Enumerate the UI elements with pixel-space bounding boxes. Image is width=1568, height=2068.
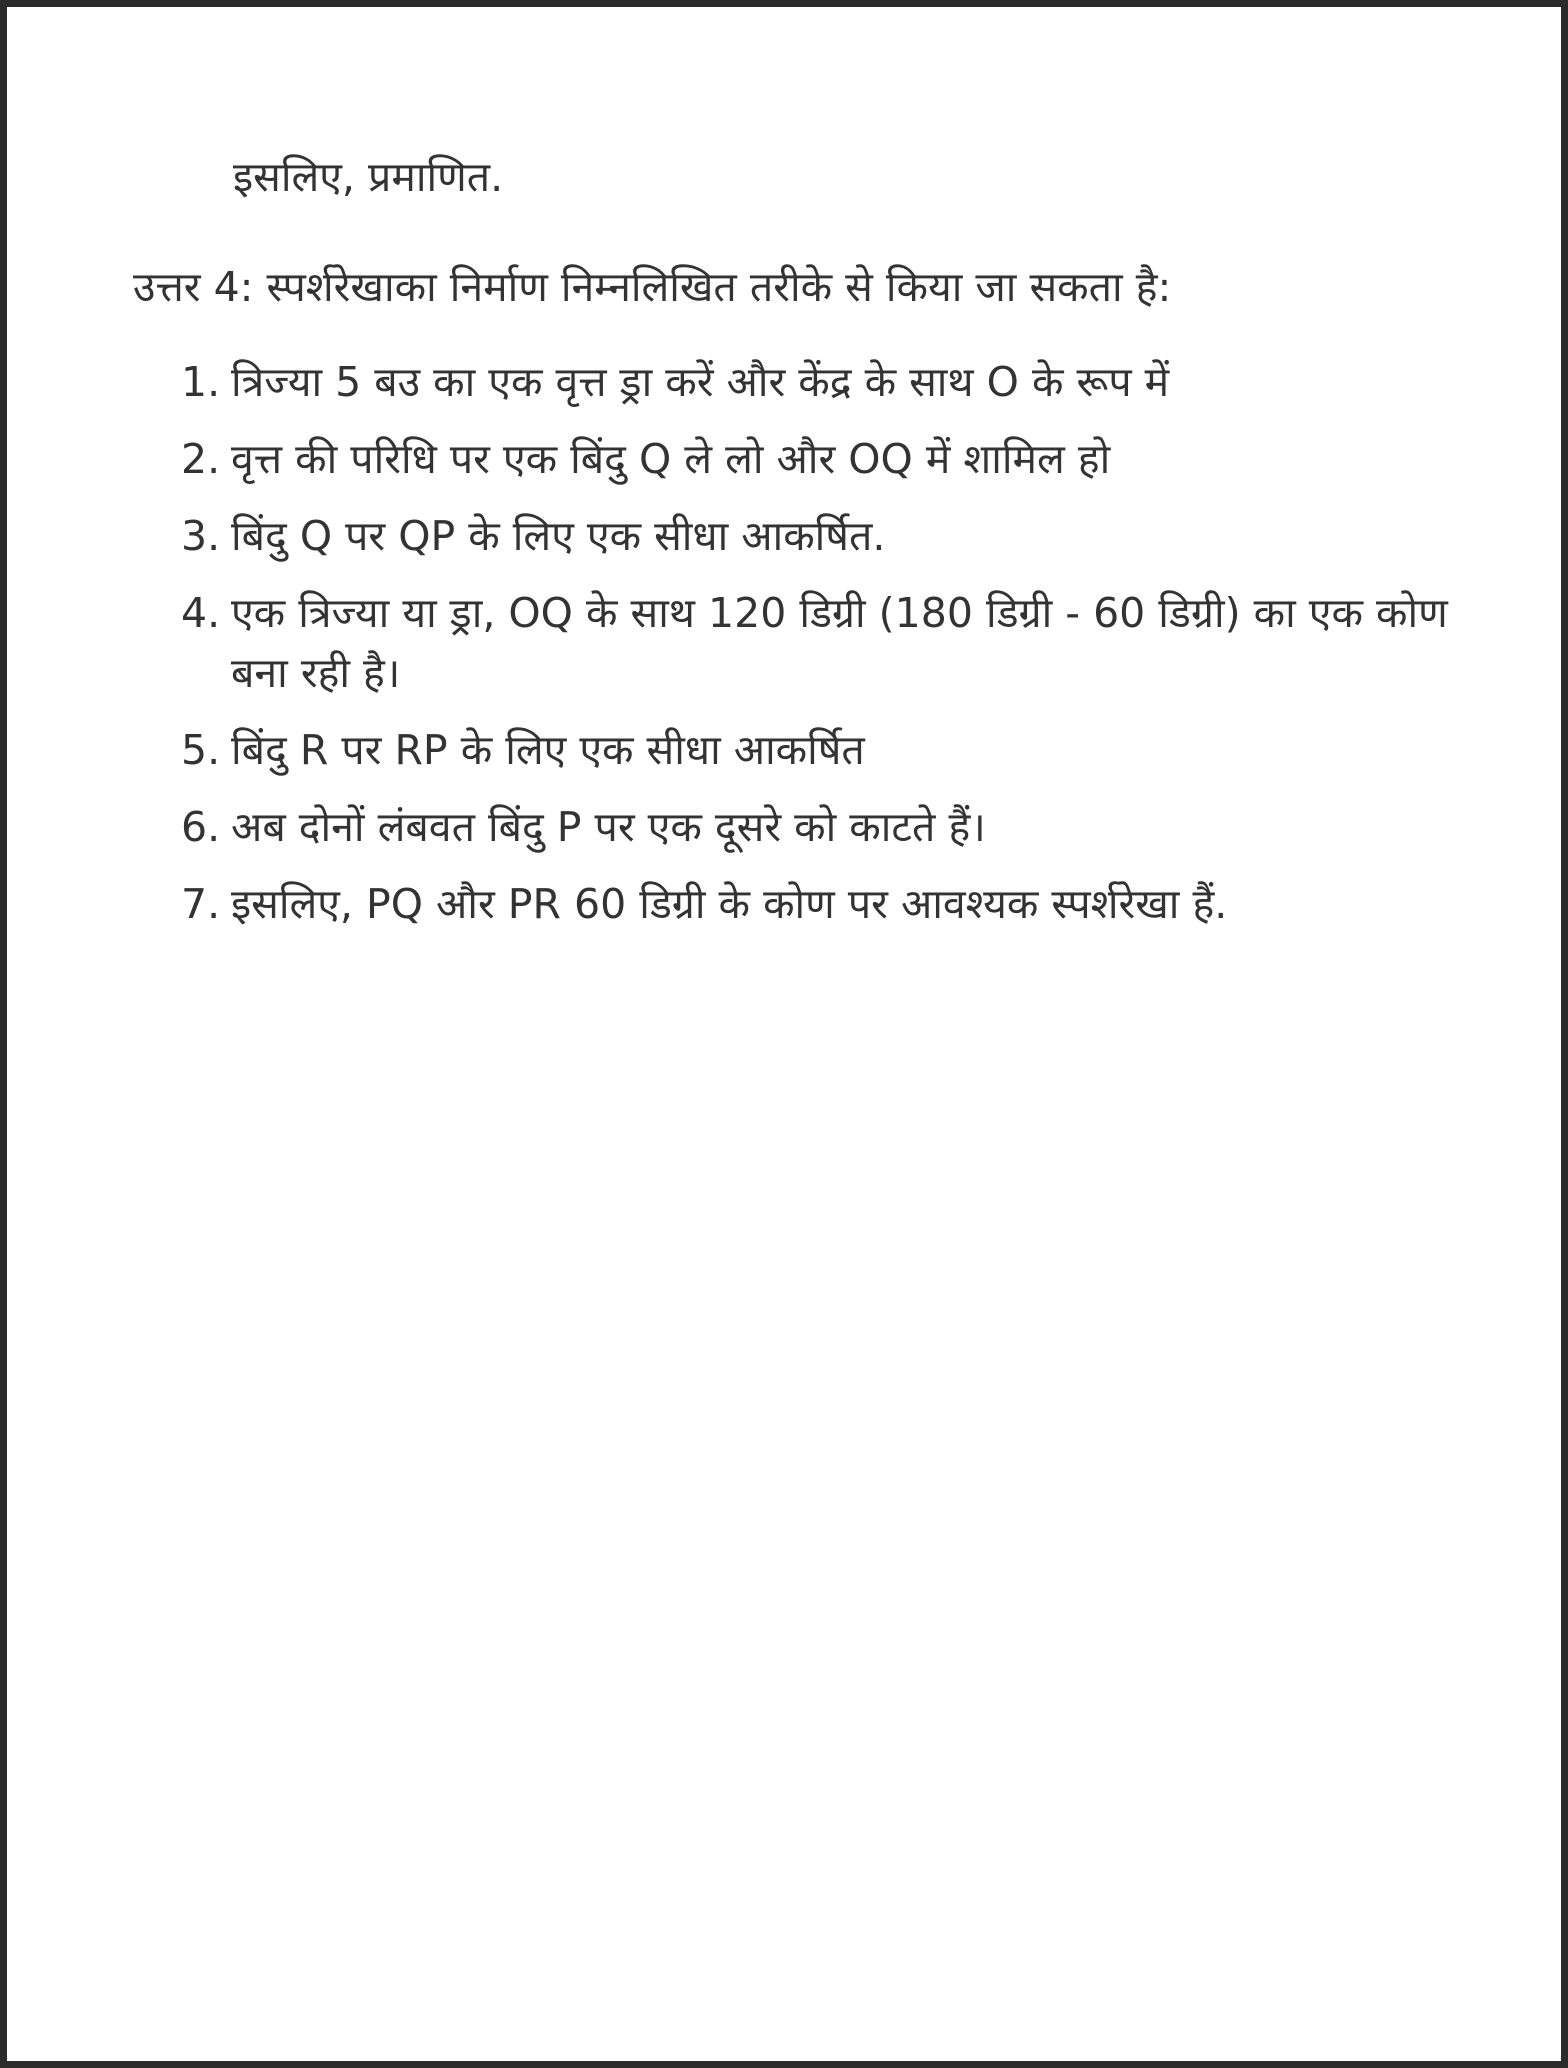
list-item — [181, 506, 1451, 566]
list-item — [181, 874, 1451, 934]
step-number: 7. — [181, 880, 221, 928]
step-text: इसलिए, PQ और PR 60 डिग्री के कोण पर आवश्यक स्पर्शरेखा हैं. — [231, 880, 1228, 928]
answer-heading: उत्तर 4: स्पर्शरेखाका निर्माण निम्नलिखित तरीके से किया जा सकता है: — [133, 263, 1172, 311]
step-text: बिंदु Q पर QP के लिए एक सीधा आकर्षित. — [231, 512, 886, 560]
step-text: एक त्रिज्या या ड्रा, OQ के साथ 120 डिग्री (180 डिग्री - 60 डिग्री) का एक कोण बना रही है। — [231, 589, 1448, 697]
step-number: 4. — [181, 589, 221, 637]
step-text: त्रिज्या 5 बउ का एक वृत्त ड्रा करें और केंद्र के साथ O के रूप में — [231, 358, 1170, 406]
step-number: 5. — [181, 726, 221, 774]
construction-steps-list — [181, 352, 1451, 951]
list-item — [181, 797, 1451, 857]
step-text: वृत्त की परिधि पर एक बिंदु Q ले लो और OQ में शामिल हो — [231, 435, 1111, 483]
document-page — [7, 7, 1561, 2061]
step-number: 2. — [181, 435, 221, 483]
list-item — [181, 352, 1451, 412]
step-number: 1. — [181, 358, 221, 406]
list-item — [181, 583, 1451, 703]
step-text: अब दोनों लंबवत बिंदु P पर एक दूसरे को काटते हैं। — [231, 803, 986, 851]
step-number: 3. — [181, 512, 221, 560]
step-text: बिंदु R पर RP के लिए एक सीधा आकर्षित — [231, 726, 865, 774]
list-item — [181, 429, 1451, 489]
step-number: 6. — [181, 803, 221, 851]
list-item — [181, 720, 1451, 780]
conclusion-text: इसलिए, प्रमाणित. — [233, 153, 504, 201]
